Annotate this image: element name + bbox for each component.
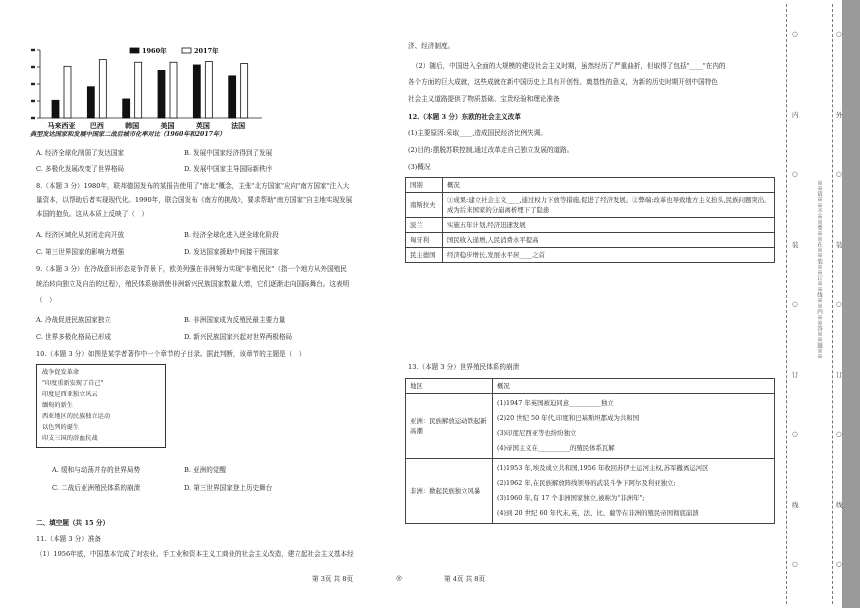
table-cell-country: 匈牙利 [406, 233, 443, 248]
table-header-cell: 概况 [493, 379, 775, 394]
q12-part-2: (2)目的:摆脱苏联控制,通过改革走自己独立发展的道路。 [408, 146, 574, 154]
q9-option-d: D. 新兴民族国家兴起对世界两极格局 [184, 333, 293, 341]
table-row [406, 193, 775, 218]
inner-binding-mark: 装 [792, 241, 799, 249]
q10-option-d: D. 第三世界国家登上历史舞台 [184, 484, 273, 492]
inner-binding-mark: ○ [792, 560, 798, 568]
bar-1960 [52, 100, 59, 118]
q8-option-a: A. 经济区域化从封闭走向开放 [36, 231, 125, 239]
outer-binding-mark: ○ [836, 30, 842, 38]
q12-part-1: (1)主要原因:采取____,造成国民经济比例失调。 [408, 129, 547, 137]
q11-continued-line-4: 社会主义道路提供了物质基础、宝贵经验和理论准备 [408, 95, 560, 103]
q7-option-b: B. 发展中国家经济得到了发展 [184, 149, 273, 157]
inner-binding-mark: 内 [792, 111, 799, 119]
table-row [406, 233, 775, 248]
outer-binding-mark: ○ [836, 560, 842, 568]
inner-binding-mark: 线 [792, 501, 799, 509]
q7-option-d: D. 发展中国家主导国际新秩序 [184, 165, 273, 173]
table-cell-region: 亚洲：民族解放运动铁起新高潮 [406, 394, 493, 459]
table-cell-summary: 国民收入递增,人民消费水平提高 [443, 233, 775, 248]
x-tick-label: 马来西亚 [47, 121, 76, 130]
inner-binding-mark: ○ [792, 300, 798, 308]
outer-dashed-line [832, 4, 833, 604]
chart-bars [52, 60, 248, 118]
q8-text-line-3: 本国的抱负。这从本质上反映了（ ） [36, 210, 149, 218]
colonial-collapse-table [405, 378, 775, 524]
bar-2017 [205, 62, 212, 118]
q9-option-a: A. 冷战促进民族国家独立 [36, 316, 111, 324]
y-tick-label [31, 100, 35, 102]
q9-text-line-2: 统治转向独立及自治的过程），殖民体系崩溃使非洲新兴民族国家数量大增，它们逐渐走向国际舞台。这表明 [36, 280, 350, 288]
q11-heading: 11.（本题 3 分）准备 [36, 535, 102, 543]
bar-1960 [87, 87, 94, 118]
page-number-right: 第 4页 共 8页 [444, 575, 486, 583]
outer-binding-mark: ○ [836, 300, 842, 308]
q8-text-line-1: 8.（本题 3 分）1980年，联邦德国发布的某报告使用了"南北"概念，主张"北方国家"应向"南方国家"注入大 [36, 182, 350, 190]
q10-option-c: C. 二战后亚洲殖民体系的崩溃 [52, 484, 141, 492]
table-cell-summary: 经济稳步增长,发展水平居____之首 [443, 248, 775, 263]
table-header-cell: 概况 [443, 178, 775, 193]
list-item: (3)1960 年,有 17 个非洲国家独立,被称为"非洲年"; [497, 494, 645, 502]
q13-heading: 13.（本题 3 分）世界殖民体系的崩溃 [408, 363, 520, 371]
outer-binding-mark: 装 [836, 241, 843, 249]
x-tick-label: 美国 [160, 121, 175, 130]
urbanization-bar-chart [30, 44, 266, 140]
q10-option-a: A. 缓和与动荡并存的世界局势 [52, 466, 141, 474]
q12-part-3: (3)概况 [408, 163, 431, 171]
y-tick-label [31, 83, 35, 85]
bar-1960 [123, 99, 130, 118]
q9-option-b: B. 非洲国家成为反殖民最主要力量 [184, 316, 286, 324]
list-item: (2)20 世纪 50 年代,印度和巴基斯坦都成为共和国 [497, 414, 640, 422]
q8-option-c: C. 第三世界国家的影响力增强 [36, 248, 125, 256]
inner-binding-mark: ○ [792, 430, 798, 438]
chart-caption: 典型发达国家和发展中国家二战后城市化率对比（1960年和2017年） [30, 131, 226, 138]
chart-legend [130, 46, 219, 55]
center-circle-mark: ◎ [396, 574, 402, 582]
q10-box-line: 缅甸的新生 [42, 402, 73, 409]
q11-continued-line-2: （2）随后，中国进入全面的大规模的建设社会主义时期，虽然经历了严重曲折，但取得了包括"____"在内的 [412, 62, 726, 70]
legend-swatch [182, 48, 191, 53]
q8-text-line-2: 量资本，以帮助后者实现现代化。1990年，联合国发布《南方的挑战》，要求帮助"南方国家"自主地实现发展 [36, 196, 353, 204]
q10-box-line: "印度重新发现了自己" [42, 380, 104, 387]
east-europe-reform-table [405, 177, 775, 263]
table-header-cell: 国别 [406, 178, 443, 193]
section-heading-fill-in: 二、填空题（共 15 分） [36, 519, 110, 527]
table-cell-country: 波兰 [406, 218, 443, 233]
table-row [406, 218, 775, 233]
bar-2017 [64, 66, 71, 118]
q10-contents-box [36, 364, 166, 448]
outer-binding-mark: 订 [836, 371, 843, 379]
bar-1960 [193, 65, 200, 118]
x-tick-label: 英国 [195, 121, 210, 130]
list-item: (2)1962 年,在民族解放阵线领导的武装斗争下阿尔及利亚独立; [497, 479, 676, 487]
q8-option-b: B. 经济全球化进入逆全球化阶段 [184, 231, 279, 239]
bar-2017 [170, 62, 177, 118]
q10-box-line: 以色列的诞生 [42, 424, 80, 431]
table-row [406, 248, 775, 263]
q10-text: 10.（本题 3 分）如图是某学者著作中一个章节的子目录。据此判断，该章节的主题是（ ） [36, 350, 306, 358]
page-number-left: 第 3页 共 8页 [312, 575, 354, 583]
bar-1960 [158, 70, 165, 118]
outer-binding-mark: 线 [836, 501, 843, 509]
q10-box-line: 印度尼西亚独立风云 [42, 391, 98, 398]
q7-option-c: C. 多极化发展改变了世界格局 [36, 165, 125, 173]
q10-box-line: 战争促发革命 [42, 369, 80, 376]
list-item: (1)1947 年英国被迫同意__________独立 [497, 399, 614, 407]
q11-continued-line-3: 各个方面的巨大成就，这些成就在新中国历史上具有开创性、奠基性的意义，为新的历史时期开创中国特色 [408, 78, 718, 86]
inner-binding-mark: ○ [792, 30, 798, 38]
x-tick-label: 法国 [231, 121, 246, 130]
q11-continued-line-1: 济、经济制度。 [408, 42, 455, 50]
outer-binding-mark: ○ [836, 170, 842, 178]
binding-strip [842, 0, 860, 608]
table-header-row [406, 379, 775, 394]
table-row [406, 394, 775, 459]
list-item: (1)1953 年,埃及成立共和国,1956 年收回苏伊士运河主权,苏军撤离运河区 [497, 464, 709, 472]
list-item: (4)帝国主义在__________的殖民体系瓦解 [497, 444, 615, 452]
table-cell-summary [493, 394, 775, 459]
outer-binding-mark: ○ [836, 430, 842, 438]
q9-option-c: C. 世界多极化格局已形成 [36, 333, 111, 341]
table-cell-summary: 实施五年计划,经济迅速发展 [443, 218, 775, 233]
legend-label: 1960年 [142, 47, 167, 55]
x-tick-label: 韩国 [125, 121, 140, 130]
legend-label: 2017年 [194, 47, 219, 55]
table-cell-country: 南斯拉夫 [406, 193, 443, 218]
table-header-cell: 地区 [406, 379, 493, 394]
table-cell-country: 民主德国 [406, 248, 443, 263]
bar-2017 [135, 62, 142, 118]
table-row [406, 459, 775, 524]
x-tick-label: 巴西 [89, 121, 104, 130]
legend-swatch [130, 48, 139, 53]
q9-text-line-3: （ ） [36, 296, 56, 304]
outer-binding-mark: 外 [836, 111, 843, 119]
table-cell-summary [493, 459, 775, 524]
bar-1960 [229, 76, 236, 118]
inner-binding-mark: ○ [792, 170, 798, 178]
y-tick-label [31, 117, 35, 119]
y-tick-label [31, 66, 35, 68]
table-header-row [406, 178, 775, 193]
list-item: (3)印度尼西亚等也纷纷独立 [497, 429, 577, 437]
table-cell-summary: ①成果:建立社会主义____,通过权力下放等措施,促进了经济发展。②弊端:改革也导致地方主义抬头,民族问题突出,成为后来国家的分崩离析埋下了隐患 [443, 193, 775, 218]
q9-text-line-1: 9.（本题 3 分）在冷战意识形态竞争背景下，欧美列强在非洲努力实现"非殖民化"（指一个地方从外国殖民 [36, 265, 347, 273]
inner-binding-mark: 订 [792, 371, 799, 379]
q10-option-b: B. 亚洲的觉醒 [184, 466, 227, 474]
y-tick-label [31, 49, 35, 51]
inner-dashed-line [786, 4, 787, 604]
q11-text-line-1: （1）1956年底，中国基本完成了对农业、手工业和资本主义工商业的社会主义改造，建立起社会主义基本经 [36, 550, 354, 558]
q7-option-a: A. 经济全球化削弱了发达国家 [36, 149, 125, 157]
chart-labels [48, 121, 246, 130]
table-cell-region: 非洲：掀起民族独立风暴 [406, 459, 493, 524]
q10-box-line: 印支三国的浴血抗战 [42, 435, 98, 442]
bar-2017 [99, 60, 106, 118]
seal-line-warning: ※※请※※不※※要※※在※※装※※订※※线※※内※※答※※题※※ [816, 180, 822, 360]
bar-2017 [241, 64, 248, 118]
q12-heading: 12.（本题 3 分）东欧的社会主义改革 [408, 113, 521, 121]
list-item: (4)到 20 世纪 60 年代末,英、法、比、葡等在非洲的殖民帝国彻底崩溃 [497, 509, 699, 517]
q10-box-line: 西亚地区的民族独立运动 [42, 413, 111, 420]
q8-option-d: D. 发达国家援助中间接干预国家 [184, 248, 279, 256]
